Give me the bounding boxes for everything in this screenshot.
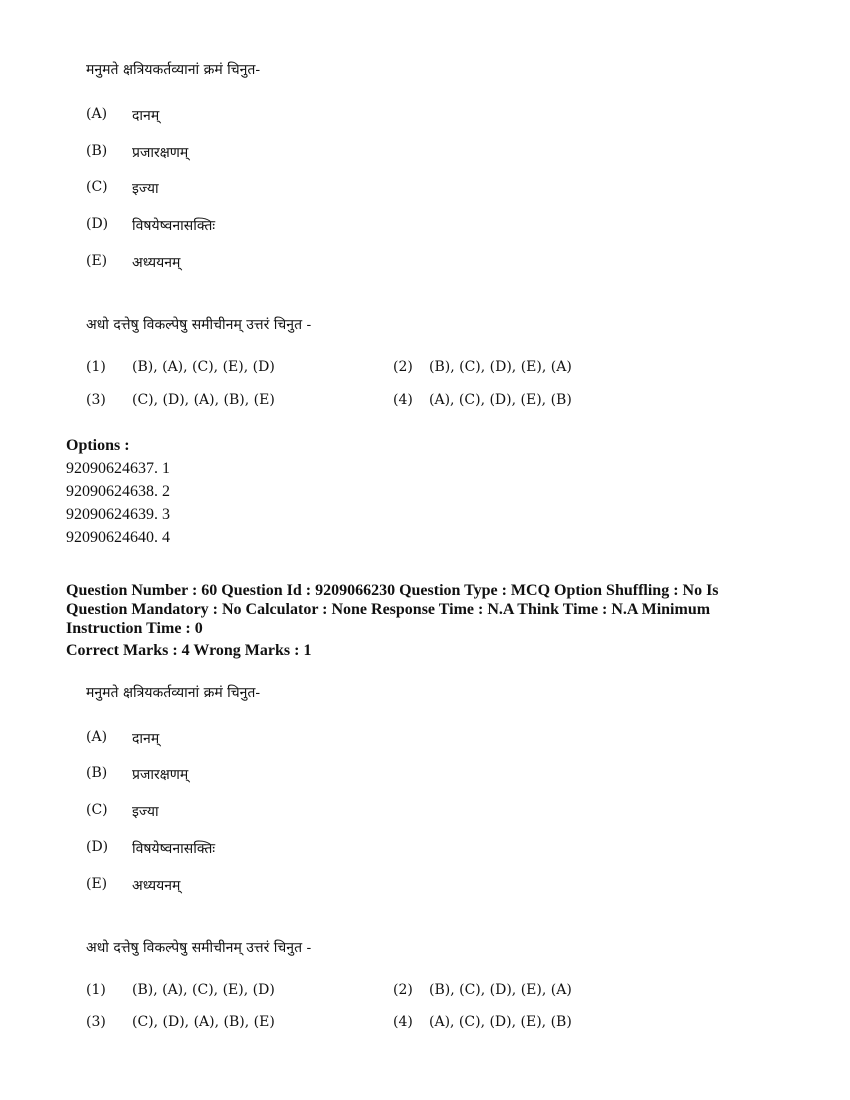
list-item (86, 143, 188, 162)
list-item (86, 106, 159, 125)
item-label: (D) (86, 839, 109, 855)
list-item (86, 802, 159, 821)
item-label: (C) (86, 802, 108, 818)
item-text: प्रजारक्षणम् (132, 145, 189, 161)
answer-option (393, 392, 572, 408)
answer-label: (4) (393, 1014, 413, 1030)
item-label: (A) (86, 106, 108, 122)
list-item (86, 839, 215, 858)
item-text: अध्ययनम् (132, 878, 181, 894)
item-text: अध्ययनम् (132, 255, 181, 271)
answer-prompt: अधो दत्तेषु विकल्पेषु समीचीनम् उत्तरं चिनुत - (86, 317, 312, 333)
option-id: 92090624637. 1 (66, 460, 170, 477)
item-text: इज्या (132, 181, 159, 197)
option-id: 92090624640. 4 (66, 529, 170, 546)
answer-label: (3) (86, 392, 106, 408)
answer-option (86, 392, 275, 408)
item-label: (E) (86, 253, 108, 269)
list-item (86, 765, 188, 784)
answer-label: (1) (86, 982, 106, 998)
answer-label: (2) (393, 982, 413, 998)
answer-label: (2) (393, 359, 413, 375)
answer-text: (B), (C), (D), (E), (A) (429, 359, 572, 375)
answer-option (393, 359, 572, 375)
answer-text: (A), (C), (D), (E), (B) (429, 392, 572, 408)
answer-prompt: अधो दत्तेषु विकल्पेषु समीचीनम् उत्तरं चिनुत - (86, 940, 312, 956)
list-item (86, 216, 215, 235)
answer-text: (B), (A), (C), (E), (D) (132, 982, 275, 998)
item-text: विषयेष्वनासक्तिः (132, 218, 216, 234)
question-meta: Question Number : 60 Question Id : 9209066230 Question Type : MCQ Option Shuffling : No Is Question Mandatory : No Calculator : None Response Time : N.A Think Time : N.A Minimum Instruction Time : 0 (66, 582, 719, 637)
list-item (86, 729, 159, 748)
answer-option (86, 359, 275, 375)
item-label: (D) (86, 216, 109, 232)
answer-label: (3) (86, 1014, 106, 1030)
answer-option (86, 1014, 275, 1030)
option-id: 92090624639. 3 (66, 506, 170, 523)
item-label: (A) (86, 729, 108, 745)
answer-option (393, 982, 572, 998)
option-id: 92090624638. 2 (66, 483, 170, 500)
answer-text: (A), (C), (D), (E), (B) (429, 1014, 572, 1030)
answer-label: (4) (393, 392, 413, 408)
answer-text: (B), (C), (D), (E), (A) (429, 982, 572, 998)
answer-text: (B), (A), (C), (E), (D) (132, 359, 275, 375)
answer-text: (C), (D), (A), (B), (E) (132, 1014, 275, 1030)
list-item (86, 253, 180, 272)
item-label: (C) (86, 179, 108, 195)
options-heading: Options : (66, 437, 130, 454)
list-item (86, 876, 180, 895)
item-label: (E) (86, 876, 108, 892)
answer-option (393, 1014, 572, 1030)
item-text: दानम् (132, 731, 160, 747)
item-text: दानम् (132, 108, 160, 124)
answer-text: (C), (D), (A), (B), (E) (132, 392, 275, 408)
list-item (86, 179, 159, 198)
answer-option (86, 982, 275, 998)
item-text: इज्या (132, 804, 159, 820)
question-text: मनुमते क्षत्रियकर्तव्यानां क्रमं चिनुत- (86, 62, 261, 78)
marks-line: Correct Marks : 4 Wrong Marks : 1 (66, 642, 312, 659)
item-text: विषयेष्वनासक्तिः (132, 841, 216, 857)
item-label: (B) (86, 143, 108, 159)
item-text: प्रजारक्षणम् (132, 767, 189, 783)
question-text: मनुमते क्षत्रियकर्तव्यानां क्रमं चिनुत- (86, 685, 261, 701)
item-label: (B) (86, 765, 108, 781)
answer-label: (1) (86, 359, 106, 375)
